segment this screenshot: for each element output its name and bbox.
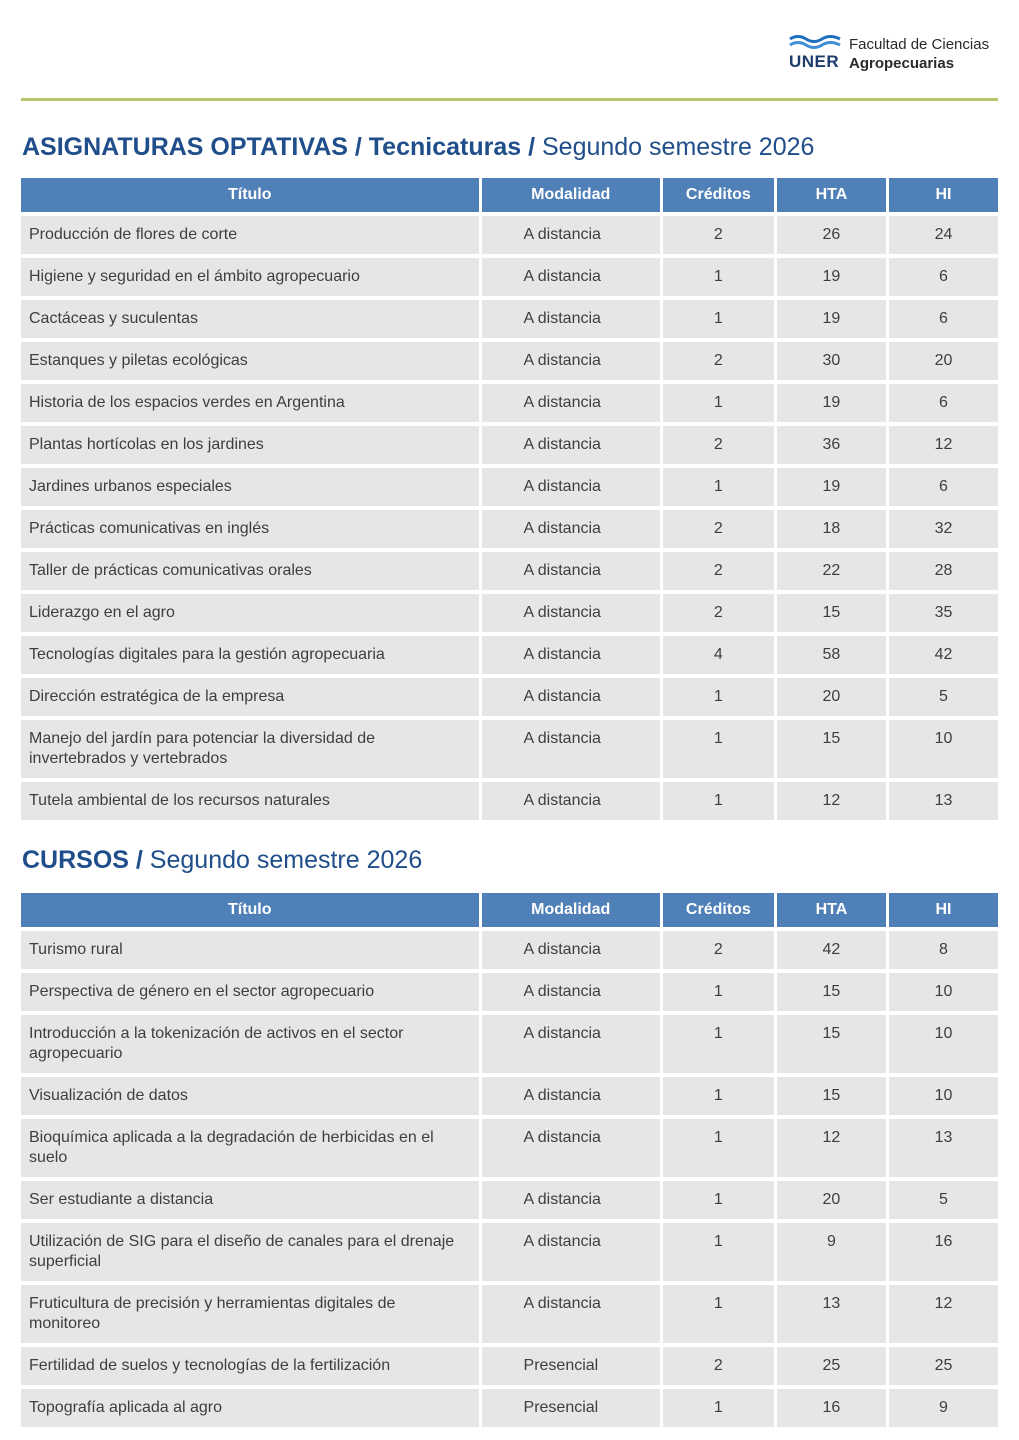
cell-creditos: 1: [663, 782, 774, 820]
cell-hta: 20: [777, 678, 886, 716]
cell-titulo: Tecnologías digitales para la gestión agropecuaria: [21, 636, 479, 674]
cell-creditos: 2: [663, 594, 774, 632]
cell-hta: 19: [777, 468, 886, 506]
column-header-hta: HTA: [777, 893, 886, 927]
cell-creditos: 1: [663, 678, 774, 716]
cell-hta: 36: [777, 426, 886, 464]
cell-titulo: Introducción a la tokenización de activos en el sector agropecuario: [21, 1015, 479, 1073]
cell-hi: 10: [889, 720, 998, 778]
cell-hi: 5: [889, 678, 998, 716]
cell-modalidad: A distancia: [482, 468, 660, 506]
cell-modalidad: Presencial: [482, 1347, 660, 1385]
cell-modalidad: A distancia: [482, 594, 660, 632]
table-row: [21, 636, 998, 674]
section-title-semester: Segundo semestre 2026: [535, 133, 815, 161]
cell-hta: 26: [777, 216, 886, 254]
table-row: [21, 300, 998, 338]
cell-modalidad: A distancia: [482, 1119, 660, 1177]
cell-titulo: Ser estudiante a distancia: [21, 1181, 479, 1219]
cell-hta: 19: [777, 258, 886, 296]
faculty-logo: [789, 32, 1004, 76]
cell-hi: 24: [889, 216, 998, 254]
section-title-cursos: [22, 846, 422, 875]
table-header-row: [21, 893, 998, 927]
table-row: [21, 1181, 998, 1219]
cell-hi: 6: [889, 258, 998, 296]
cell-hi: 10: [889, 1015, 998, 1073]
cell-hta: 13: [777, 1285, 886, 1343]
cell-modalidad: A distancia: [482, 782, 660, 820]
cell-titulo: Fruticultura de precisión y herramientas digitales de monitoreo: [21, 1285, 479, 1343]
table-row: [21, 342, 998, 380]
table-row: [21, 258, 998, 296]
cell-titulo: Visualización de datos: [21, 1077, 479, 1115]
cell-hi: 6: [889, 384, 998, 422]
table-row: [21, 1285, 998, 1343]
section-title-optativas: [22, 133, 814, 162]
column-header-titulo: Título: [21, 893, 479, 927]
cell-creditos: 1: [663, 258, 774, 296]
cell-creditos: 1: [663, 1389, 774, 1427]
cell-modalidad: A distancia: [482, 973, 660, 1011]
cell-hta: 15: [777, 1015, 886, 1073]
column-header-hta: HTA: [777, 178, 886, 212]
cell-hta: 22: [777, 552, 886, 590]
table-row: [21, 426, 998, 464]
cell-modalidad: A distancia: [482, 1223, 660, 1281]
cell-titulo: Fertilidad de suelos y tecnologías de la fertilización: [21, 1347, 479, 1385]
cell-hta: 15: [777, 1077, 886, 1115]
table-row: [21, 1119, 998, 1177]
waves-icon: [789, 34, 841, 52]
section-title-semester: Segundo semestre 2026: [142, 846, 423, 874]
cell-creditos: 2: [663, 552, 774, 590]
cell-hi: 35: [889, 594, 998, 632]
cell-hi: 12: [889, 1285, 998, 1343]
cell-hta: 12: [777, 1119, 886, 1177]
cell-titulo: Utilización de SIG para el diseño de canales para el drenaje superficial: [21, 1223, 479, 1281]
cell-hi: 6: [889, 468, 998, 506]
cell-titulo: Manejo del jardín para potenciar la diversidad de invertebrados y vertebrados: [21, 720, 479, 778]
cell-hi: 9: [889, 1389, 998, 1427]
cell-hi: 10: [889, 973, 998, 1011]
cell-titulo: Plantas hortícolas en los jardines: [21, 426, 479, 464]
cell-modalidad: A distancia: [482, 384, 660, 422]
column-header-hi: HI: [889, 178, 998, 212]
logo-line-2: Agropecuarias: [849, 55, 955, 72]
cell-titulo: Estanques y piletas ecológicas: [21, 342, 479, 380]
cell-hta: 15: [777, 973, 886, 1011]
cell-creditos: 4: [663, 636, 774, 674]
cell-hta: 16: [777, 1389, 886, 1427]
header-divider: [21, 98, 998, 101]
cell-modalidad: A distancia: [482, 216, 660, 254]
cell-hta: 42: [777, 931, 886, 969]
table-row: [21, 1015, 998, 1073]
table-row: [21, 1347, 998, 1385]
cell-modalidad: A distancia: [482, 300, 660, 338]
cell-creditos: 1: [663, 1285, 774, 1343]
table-row: [21, 1077, 998, 1115]
table-row: [21, 1223, 998, 1281]
cell-creditos: 2: [663, 216, 774, 254]
table-row: [21, 931, 998, 969]
cell-modalidad: A distancia: [482, 510, 660, 548]
cell-hta: 15: [777, 720, 886, 778]
logo-line-1: Facultad de Ciencias: [849, 36, 990, 53]
cell-creditos: 1: [663, 1223, 774, 1281]
cell-titulo: Cactáceas y suculentas: [21, 300, 479, 338]
cell-creditos: 1: [663, 973, 774, 1011]
table-row: [21, 678, 998, 716]
cell-creditos: 1: [663, 384, 774, 422]
cell-hta: 19: [777, 384, 886, 422]
table-row: [21, 973, 998, 1011]
cell-modalidad: A distancia: [482, 552, 660, 590]
table-header-row: [21, 178, 998, 212]
cell-hi: 25: [889, 1347, 998, 1385]
cell-modalidad: Presencial: [482, 1389, 660, 1427]
cell-hta: 58: [777, 636, 886, 674]
cell-modalidad: A distancia: [482, 342, 660, 380]
table-row: [21, 720, 998, 778]
section-title-bold: CURSOS /: [22, 846, 143, 874]
cursos-table: [18, 889, 1001, 1431]
cell-hi: 16: [889, 1223, 998, 1281]
cell-titulo: Tutela ambiental de los recursos naturales: [21, 782, 479, 820]
cell-hta: 25: [777, 1347, 886, 1385]
table-row: [21, 216, 998, 254]
cell-titulo: Dirección estratégica de la empresa: [21, 678, 479, 716]
cell-hi: 13: [889, 1119, 998, 1177]
cell-creditos: 1: [663, 468, 774, 506]
cell-hi: 8: [889, 931, 998, 969]
column-header-hi: HI: [889, 893, 998, 927]
cell-modalidad: A distancia: [482, 1015, 660, 1073]
cell-creditos: 1: [663, 1015, 774, 1073]
table-row: [21, 384, 998, 422]
table-row: [21, 552, 998, 590]
cell-creditos: 1: [663, 1077, 774, 1115]
cell-modalidad: A distancia: [482, 258, 660, 296]
column-header-modalidad: Modalidad: [482, 893, 660, 927]
cell-creditos: 1: [663, 300, 774, 338]
cell-titulo: Topografía aplicada al agro: [21, 1389, 479, 1427]
table-row: [21, 510, 998, 548]
column-header-titulo: Título: [21, 178, 479, 212]
cell-titulo: Jardines urbanos especiales: [21, 468, 479, 506]
cell-creditos: 2: [663, 510, 774, 548]
cell-titulo: Taller de prácticas comunicativas orales: [21, 552, 479, 590]
optativas-table: [18, 174, 1001, 824]
column-header-creditos: Créditos: [663, 178, 774, 212]
cell-hta: 15: [777, 594, 886, 632]
cell-creditos: 1: [663, 1181, 774, 1219]
cell-hta: 12: [777, 782, 886, 820]
cell-creditos: 2: [663, 931, 774, 969]
cell-hi: 42: [889, 636, 998, 674]
cell-modalidad: A distancia: [482, 636, 660, 674]
cell-creditos: 2: [663, 426, 774, 464]
cell-hta: 18: [777, 510, 886, 548]
cell-hi: 28: [889, 552, 998, 590]
cell-creditos: 2: [663, 1347, 774, 1385]
cell-modalidad: A distancia: [482, 720, 660, 778]
cell-hi: 10: [889, 1077, 998, 1115]
cell-modalidad: A distancia: [482, 1285, 660, 1343]
cell-creditos: 2: [663, 342, 774, 380]
logo-acronym: UNER: [789, 52, 840, 71]
cell-titulo: Historia de los espacios verdes en Argentina: [21, 384, 479, 422]
cell-hi: 32: [889, 510, 998, 548]
cell-modalidad: A distancia: [482, 931, 660, 969]
cell-modalidad: A distancia: [482, 678, 660, 716]
cell-modalidad: A distancia: [482, 1077, 660, 1115]
cell-titulo: Liderazgo en el agro: [21, 594, 479, 632]
cell-hta: 30: [777, 342, 886, 380]
cell-hta: 19: [777, 300, 886, 338]
cell-titulo: Higiene y seguridad en el ámbito agropecuario: [21, 258, 479, 296]
table-row: [21, 594, 998, 632]
cell-modalidad: A distancia: [482, 1181, 660, 1219]
section-title-bold: ASIGNATURAS OPTATIVAS / Tecnicaturas /: [22, 133, 536, 161]
cell-titulo: Producción de flores de corte: [21, 216, 479, 254]
column-header-creditos: Créditos: [663, 893, 774, 927]
cell-titulo: Prácticas comunicativas en inglés: [21, 510, 479, 548]
table-row: [21, 782, 998, 820]
cell-titulo: Perspectiva de género en el sector agropecuario: [21, 973, 479, 1011]
cell-modalidad: A distancia: [482, 426, 660, 464]
cell-hi: 6: [889, 300, 998, 338]
cell-creditos: 1: [663, 720, 774, 778]
column-header-modalidad: Modalidad: [482, 178, 660, 212]
cell-creditos: 1: [663, 1119, 774, 1177]
cell-titulo: Turismo rural: [21, 931, 479, 969]
cell-hi: 12: [889, 426, 998, 464]
cell-hta: 20: [777, 1181, 886, 1219]
cell-hi: 5: [889, 1181, 998, 1219]
cell-hi: 20: [889, 342, 998, 380]
table-row: [21, 468, 998, 506]
cell-hta: 9: [777, 1223, 886, 1281]
table-row: [21, 1389, 998, 1427]
cell-titulo: Bioquímica aplicada a la degradación de herbicidas en el suelo: [21, 1119, 479, 1177]
cell-hi: 13: [889, 782, 998, 820]
